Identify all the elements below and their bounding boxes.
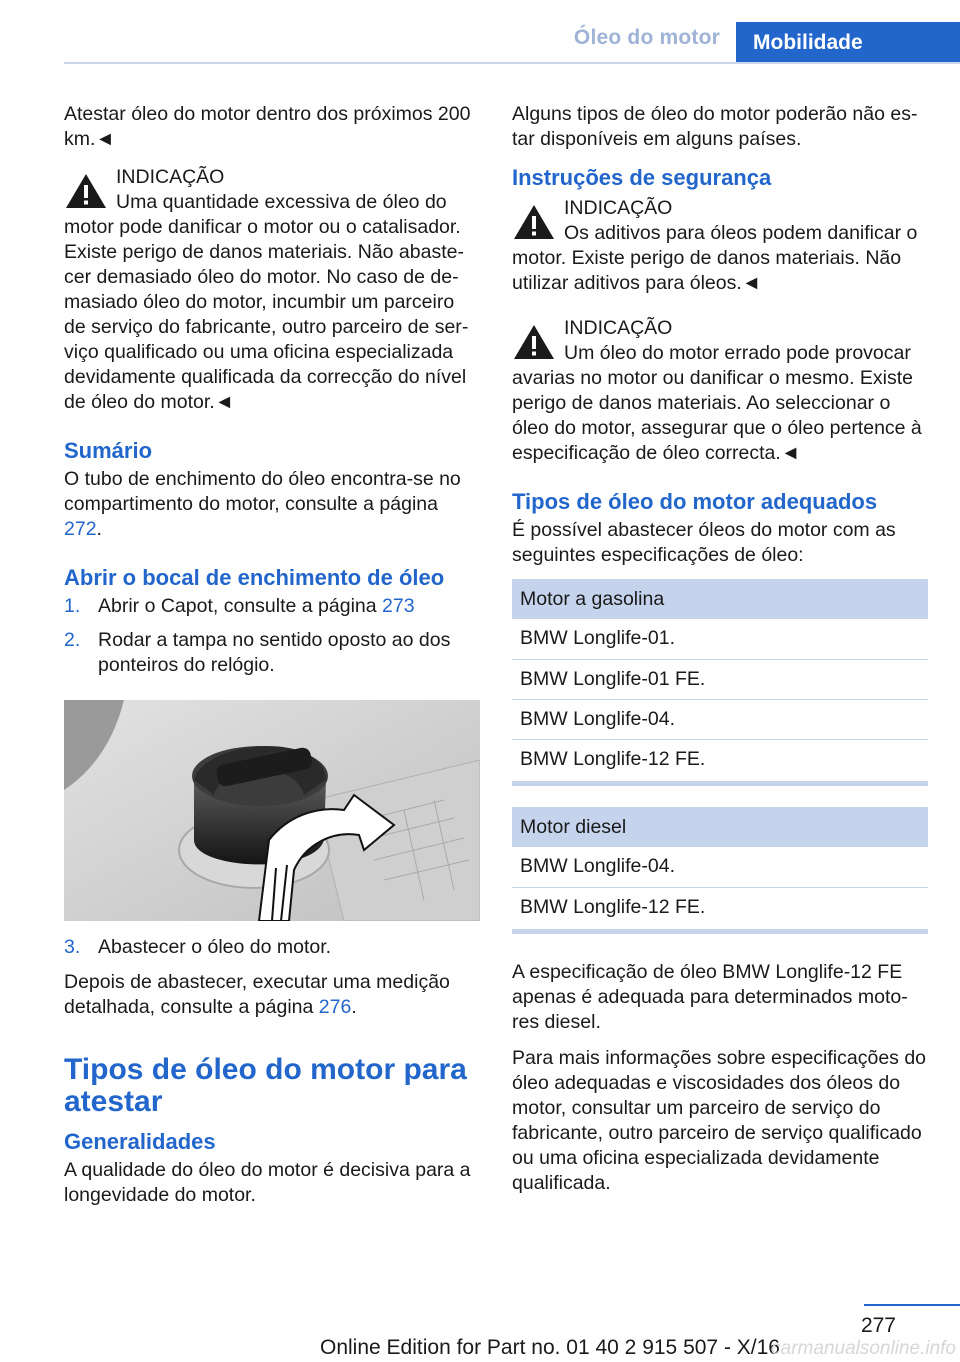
step-text: Rodar a tampa no sentido oposto ao dos ponteiros do relógio. <box>98 629 451 676</box>
table-end-rule <box>512 929 928 934</box>
warning-title: INDICAÇÃO <box>564 197 673 219</box>
paragraph-more-info: Para mais informações sobre especificações do óleo adequadas e viscosidades dos óleos do motor, consultar um parceiro de serviço do fabricante, outro parceiro de serviço qualificado ou uma oficina especializada devidamente qualificada. <box>512 1047 927 1194</box>
sumario-end: . <box>96 518 102 540</box>
table-header-gasoline: Motor a gasolina <box>512 579 928 619</box>
warning-text: Os aditivos para óleos podem danificar o motor. Existe perigo de danos materiais. Não utilizar aditivos para óleos.◄ <box>512 222 918 294</box>
after-end: . <box>351 996 357 1018</box>
page-link-276[interactable]: 276 <box>318 996 352 1018</box>
sumario-text: O tubo de enchimento do óleo encontra-se no compartimento do motor, consulte a página <box>64 468 461 515</box>
table-cell: BMW Longlife-04. <box>512 847 928 887</box>
warning-box-wrong-oil <box>512 314 928 466</box>
step-number: 3. <box>64 936 81 958</box>
heading-sumario: Sumário <box>64 438 153 463</box>
paragraph-availability: Alguns tipos de óleo do motor poderão não estar disponíveis em alguns países. <box>512 103 918 150</box>
page-link-273[interactable]: 273 <box>382 595 415 617</box>
watermark: carmanualsonline.info <box>771 1338 956 1359</box>
warning-box-additives <box>512 194 928 296</box>
paragraph-generalidades: A qualidade do óleo do motor é decisiva para a longevidade do motor. <box>64 1159 471 1206</box>
after-text: Depois de abastecer, executar uma medição detalhada, consulte a página <box>64 971 450 1018</box>
warning-triangle-icon <box>512 202 556 242</box>
table-cell: BMW Longlife-01 FE. <box>512 659 928 699</box>
heading-generalidades: Generalidades <box>64 1129 216 1154</box>
list-item <box>64 628 478 678</box>
edition-line: Online Edition for Part no. 01 40 2 915 507 - X/16 <box>320 1336 780 1359</box>
header-section-title: Óleo do motor <box>573 26 720 49</box>
table-row <box>512 739 928 779</box>
warning-triangle-icon <box>64 171 108 211</box>
table-cell: BMW Longlife-01. <box>512 619 928 659</box>
step-number: 2. <box>64 629 81 651</box>
footer-rule <box>864 1304 960 1306</box>
warning-title: INDICAÇÃO <box>564 317 673 339</box>
step-text: Abrir o Capot, consulte a página <box>98 595 383 617</box>
heading-tipos-adequados: Tipos de óleo do motor adequados <box>512 489 878 514</box>
table-gasoline-specs <box>512 579 928 779</box>
warning-triangle-icon <box>512 322 556 362</box>
table-diesel-specs <box>512 807 928 927</box>
oil-cap-drawing <box>64 700 480 921</box>
list-item <box>64 935 478 960</box>
heading-seguranca: Instruções de segurança <box>512 165 772 190</box>
page-link-272[interactable]: 272 <box>64 518 97 540</box>
paragraph-sumario <box>64 467 478 542</box>
paragraph-refill: Atestar óleo do motor dentro dos próximos 200 km.◄ <box>64 103 471 150</box>
steps-list <box>64 594 478 678</box>
warning-box-excess-oil <box>64 163 478 415</box>
heading-tipos-atestar: Tipos de óleo do motor para atestar <box>64 1053 467 1118</box>
table-cell: BMW Longlife-04. <box>512 699 928 739</box>
page-number: 277 <box>860 1314 896 1337</box>
table-end-rule <box>512 781 928 786</box>
table-row <box>512 887 928 927</box>
header-chapter-tab[interactable]: Mobilidade <box>736 22 960 62</box>
paragraph-tipos: É possível abastecer óleos do motor com as seguintes especificações de óleo: <box>512 519 896 566</box>
paragraph-spec-note: A especificação de óleo BMW Longlife-12 FE apenas é adequada para determinados motores diesel. <box>512 961 908 1033</box>
warning-title: INDICAÇÃO <box>116 166 225 188</box>
table-row <box>512 659 928 699</box>
paragraph-after-refill <box>64 970 478 1020</box>
table-row <box>512 619 928 659</box>
left-column <box>64 102 478 1219</box>
table-cell: BMW Longlife-12 FE. <box>520 895 706 918</box>
table-row <box>512 699 928 739</box>
warning-text: Um óleo do motor errado pode provocar avarias no motor ou danificar o mesmo. Existe perigo de danos materiais. Ao seleccionar o óleo do motor, assegurar que o óleo pertence à especificação de óleo correcta.◄ <box>512 342 922 464</box>
table-cell: BMW Longlife-12 FE. <box>520 747 706 770</box>
table-row <box>512 847 928 887</box>
warning-text: Uma quantidade excessiva de óleo do motor pode danificar o motor ou o catalisador. Existe perigo de danos materiais. Não abastecer demasiado óleo do motor. No caso de demasiado óleo do motor, incumbir um parceiro de serviço do fabricante, outro parceiro de serviço qualificado ou uma oficina especializada devidamente qualificada da correcção do nível de óleo do motor.◄ <box>64 191 469 413</box>
heading-abrir-bocal: Abrir o bocal de enchimento de óleo <box>64 565 445 590</box>
step-number: 1. <box>64 595 81 617</box>
step-text: Abastecer o óleo do motor. <box>98 936 332 958</box>
list-item <box>64 594 478 619</box>
header-rule <box>64 62 960 64</box>
right-column <box>512 102 928 1207</box>
oil-filler-cap-illustration <box>64 700 480 921</box>
table-header-diesel: Motor diesel <box>512 807 928 847</box>
steps-list-continued <box>64 935 478 960</box>
